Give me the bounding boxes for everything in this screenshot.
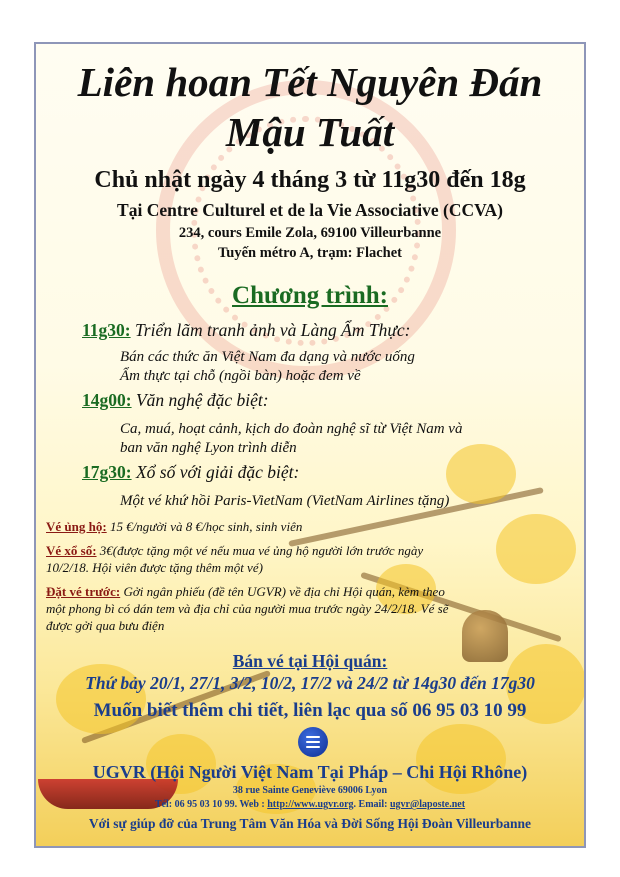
organizer-street: 38 rue Sainte Geneviève 69006 Lyon [232, 785, 388, 796]
ugvr-logo-icon [298, 727, 328, 757]
ticket-lottery-text-2: 10/2/18. Hội viên được tặng thêm một vé) [46, 560, 263, 575]
slot-detail: Một vé khứ hồi Paris-VietNam (VietNam Airlines tặng) [120, 493, 450, 509]
ticket-preorder [46, 583, 576, 600]
sales-dates: Thứ bảy 20/1, 27/1, 3/2, 10/2, 17/2 và 24/2 từ 14g30 đến 17g30 [85, 673, 535, 693]
contact-tel: Tél: 06 95 03 10 99. Web : [154, 799, 268, 810]
slot-time: 14g00: [82, 390, 132, 410]
poster-frame [34, 42, 586, 848]
ticket-lottery-text: 3€(được tặng một vé nếu mua vé ủng hộ người lớn trước ngày [99, 543, 424, 558]
slot-time: 11g30: [82, 320, 131, 340]
event-venue: Tại Centre Culturel et de la Vie Associative (CCVA) [117, 200, 503, 220]
program-slot [82, 390, 269, 411]
slot-detail: ban văn nghệ Lyon trình diễn [120, 440, 297, 456]
slot-title: Văn nghệ đặc biệt: [135, 390, 269, 410]
ticket-preorder-label: Đặt vé trước: [46, 584, 121, 599]
ticket-preorder-text: Gởi ngân phiếu (đề tên UGVR) về địa chỉ Hội quán, kèm theo [123, 584, 445, 599]
organizer-contact [36, 798, 584, 811]
poster-content [36, 44, 584, 846]
ticket-support-label: Vé ủng hộ: [46, 519, 107, 534]
ticket-lottery-label: Vé xổ số: [46, 543, 97, 558]
slot-title: Triển lãm tranh ảnh và Làng Ẩm Thực: [135, 320, 411, 340]
more-info: Muốn biết thêm chi tiết, liên lạc qua số 06 95 03 10 99 [93, 700, 527, 721]
slot-time: 17g30: [82, 462, 132, 482]
contact-email-label: . Email: [353, 799, 390, 810]
slot-detail: Bán các thức ăn Việt Nam đa dạng và nước uống [120, 349, 415, 365]
ticket-preorder-text-2: một phong bì có dán tem và địa chỉ của người mua trước ngày 24/2/18. Vé sẽ [46, 601, 449, 616]
website-link[interactable]: http://www.ugvr.org [267, 799, 354, 810]
ticket-lottery [46, 542, 576, 559]
organizer-name: UGVR (Hội Người Việt Nam Tại Pháp – Chi Hội Rhône) [92, 762, 528, 782]
ticket-support-text: 15 €/người và 8 €/học sinh, sinh viên [109, 519, 303, 534]
poster-title: Liên hoan Tết Nguyên Đán [77, 59, 543, 105]
ticket-preorder-text-3: được gởi qua bưu điện [46, 618, 165, 633]
slot-detail: Ca, muá, hoạt cảnh, kịch do đoàn nghệ sĩ từ Việt Nam và [120, 421, 463, 437]
poster-subtitle: Mậu Tuất [225, 109, 395, 155]
slot-detail: Ẩm thực tại chỗ (ngồi bàn) hoặc đem về [120, 368, 361, 384]
event-address: 234, cours Emile Zola, 69100 Villeurbanne [178, 225, 442, 241]
slot-title: Xổ số với giải đặc biệt: [135, 462, 300, 482]
sales-heading: Bán vé tại Hội quán: [232, 651, 388, 671]
ticket-support [46, 518, 576, 535]
program-heading: Chương trình: [232, 282, 388, 309]
program-slot [82, 462, 299, 483]
email-link[interactable]: ugvr@laposte.net [389, 799, 466, 810]
program-slot [82, 320, 410, 341]
event-date: Chủ nhật ngày 4 tháng 3 từ 11g30 đến 18g [94, 167, 526, 193]
event-metro: Tuyến métro A, trạm: Flachet [217, 245, 403, 261]
support-line: Với sự giúp đỡ của Trung Tâm Văn Hóa và Đời Sống Hội Đoàn Villeurbanne [88, 816, 532, 831]
